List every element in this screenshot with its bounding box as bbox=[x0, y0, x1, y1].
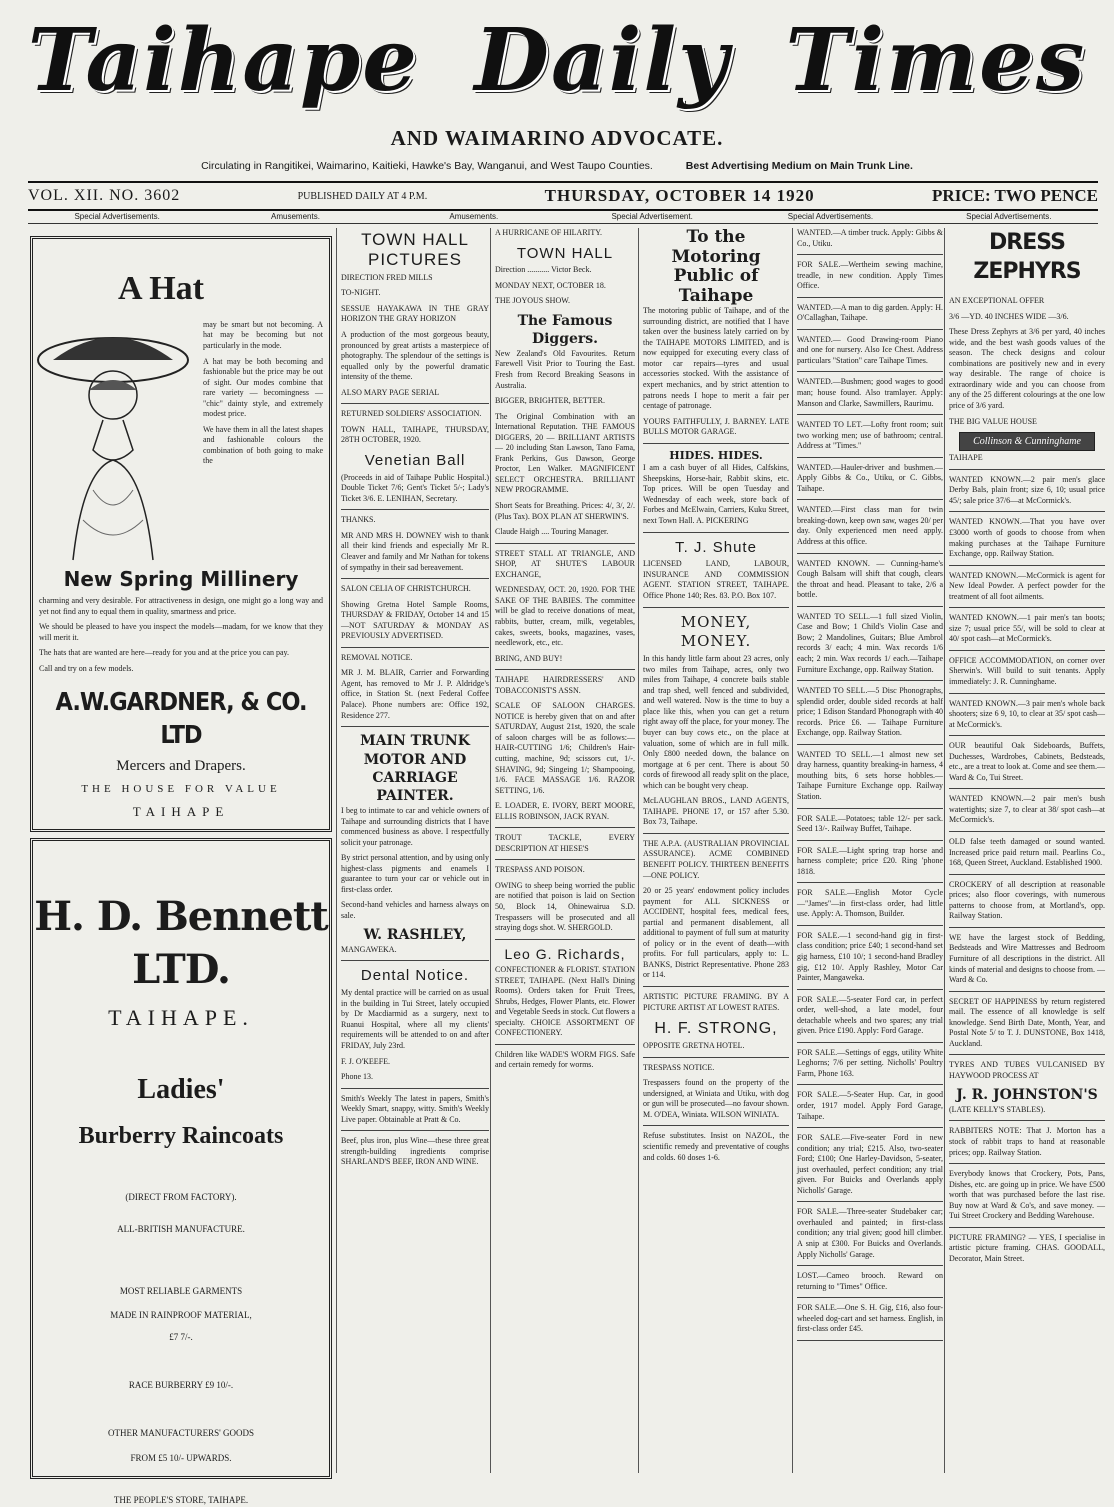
direction-line: DIRECTION FRED MILLS bbox=[341, 272, 433, 282]
bennett-town: TAIHAPE. bbox=[108, 1004, 254, 1030]
title-word: Daily bbox=[474, 10, 731, 111]
classified-ad: WANTED KNOWN.—1 pair men's tan boots; size 7; usual price 55/, will be sold to clear at 40/ spot cash—at McCormick's. bbox=[949, 613, 1105, 644]
classified-ad: FOR SALE.—English Motor Cycle—"James"—in first-class order, had little use. Apply: A. Thomson, Builder. bbox=[797, 888, 943, 919]
lady-illustration bbox=[33, 320, 193, 560]
motoring-heading: To the Motoring Public of Taihape bbox=[671, 227, 761, 306]
framing-heading: ARTISTIC PICTURE FRAMING. BY A PICTURE ARTIST AT LOWEST RATES. bbox=[643, 991, 789, 1012]
stall-heading: STREET STALL AT TRIANGLE, AND SHOP, AT SHUTE'S LABOUR EXCHANGE, bbox=[495, 548, 635, 579]
trout-heading: TROUT TACKLE, EVERY DESCRIPTION AT HIESE'S bbox=[495, 833, 635, 853]
mclaughlan-line: McLAUGHLAN BROS., LAND AGENTS, TAIHAPE. PHONE 17, or 157 after 5.30. Box 73, Taihape. bbox=[643, 796, 789, 827]
strong-name: H. F. STRONG, bbox=[654, 1020, 778, 1038]
motor-paragraph: By strict personal attention, and by using only highest-class pigments and enamels I guarantee to turn your car or vehicle out in first-class order. bbox=[341, 853, 489, 894]
classified-ad: WANTED TO SELL.—5 Disc Phonographs, splendid order, double sided records at half price; 1 Edison Standard Phonograph with 40 records. Price £6. — Taihape Furniture Exchange, opp. Railway Station. bbox=[797, 686, 943, 738]
issue-date: THURSDAY, OCTOBER 14 1920 bbox=[544, 186, 815, 205]
classified-ad: OUR beautiful Oak Sideboards, Buffets, Duchesses, Wardrobes, Cabinets, Bedsteads, etc., are a treat to look at. Come and see them.—Ward & Co, Tui Street. bbox=[949, 741, 1105, 782]
diggers-heading: The Famous Diggers. bbox=[517, 312, 613, 348]
price-line: £7 7/-. bbox=[169, 1331, 193, 1342]
hairdressers-paragraph: SCALE OF SALOON CHARGES. NOTICE is hereby given that on and after SATURDAY, August 21st, 1920, the scale of saloon charges will be as follows:— HAIR-CUTTING 1/6; Children's Hair-cutting, machine, 9d; scissors cut, 1/-. SHAVING, 9d; Singeing 1/; Shampooing, 1/6. FACE MASSAGE 1/6. RAZOR SETTING, 1/6. bbox=[495, 701, 635, 795]
trespass-notice-paragraph: Trespassers found on the property of the undersigned, at Winiata and Utiku, with dog or gun will be prosecuted—no favour shown. M. O'DEA, Winiata. WILSON WINIATA. bbox=[643, 1078, 789, 1119]
dress-paragraph: These Dress Zephyrs at 3/6 per yard, 40 inches wide, and the best wash goods values of the season. The check designs and colour combinations are positively new and in every way desirable. The range of choice is extraordinary wide and you can choose from any of the 25 different colourings at the one low price of 3/6 yard. bbox=[949, 327, 1105, 410]
masthead bbox=[0, 0, 1114, 205]
british-line: ALL-BRITISH MANUFACTURE. bbox=[117, 1224, 245, 1235]
rsa-line: TOWN HALL, TAIHAPE, THURSDAY, 28TH OCTOBER, 1920. bbox=[341, 424, 489, 445]
newspaper-title bbox=[0, 10, 1114, 111]
hat-intro: may be smart but not becoming. A hat may be becoming but not particularly in the mode. bbox=[203, 319, 323, 350]
dress-offer: AN EXCEPTIONAL OFFER bbox=[949, 296, 1045, 306]
title-word: Times bbox=[785, 10, 1087, 111]
section-heads bbox=[28, 212, 1098, 224]
apa-paragraph: 20 or 25 years' endowment policy includes payment for ALL SICKNESS or ACCIDENT, hospital fees, medical fees, partial and permanent disablement, all additional to payment of full sum at maturity of policy or in the event of death—with profits. For full particulars, apply to: L. BANKS, District Representative. Phone 283 or 114. bbox=[643, 886, 789, 980]
published: PUBLISHED DAILY AT 4 P.M. bbox=[297, 190, 428, 202]
collinson-town: TAIHAPE bbox=[949, 453, 983, 463]
hairdressers-heading: TAIHAPE HAIRDRESSERS' AND TOBACCONIST'S ASSN. bbox=[495, 675, 635, 695]
trespass-paragraph: OWING to sheep being worried the public are notified that poison is laid on Section 50, Block 14, Ohinewairua S.D. Trespassers will be prosecuted and all straying dogs shot. W. SHERGOLD. bbox=[495, 880, 635, 933]
section-head: Special Advertisements. bbox=[966, 212, 1052, 221]
classified-ad: WANTED.—Hauler-driver and bushmen.—Apply Gibbs & Co., Utiku, or C. Gibbs, Taihape. bbox=[797, 462, 943, 493]
collinson-logo: Collinson & Cunninghame bbox=[959, 432, 1095, 451]
kelly-line: (LATE KELLY'S STABLES). bbox=[949, 1104, 1046, 1114]
classified-ad: WANTED KNOWN. — Cunning-hame's Cough Balsam will shift that cough, clears the throat and head. Pleasant to take, 2/6 a bottle. bbox=[797, 558, 943, 600]
rsa-heading: RETURNED SOLDIERS' ASSOCIATION. bbox=[341, 409, 482, 419]
shute-heading: T. J. Shute bbox=[675, 538, 757, 556]
wades-advert: Children like WADE'S WORM FIGS. Safe and certain remedy for worms. bbox=[495, 1049, 635, 1070]
hat-paragraph: A hat may be both becoming and fashionable but the price may be out of sight. Our modes combine that rare variety — becomingness — "chic" dainty style, and extremely modest price. bbox=[203, 356, 323, 419]
dress-zephyrs-heading: DRESS ZEPHYRS bbox=[973, 230, 1081, 285]
classified-ad: WANTED.—Bushmen; good wages to good man; house found. Also tramlayer. Apply: Manson and Clarke, Sawmillers, Raurimu. bbox=[797, 377, 943, 408]
millinery-paragraph: Call and try on a few models. bbox=[39, 664, 134, 673]
rashley-name: W. RASHLEY, bbox=[363, 927, 467, 944]
circulation-line bbox=[0, 160, 1114, 172]
bennett-name: H. D. Bennett LTD. bbox=[34, 893, 328, 993]
dental-paragraph: My dental practice will be carried on as usual in the building in Tui Street, lately occupied by Dr Macdiarmid as a surgery, next to Ruanui Hospital, where all my clients' requirements will be attended to on and after FRIDAY, July 23rd. bbox=[341, 988, 489, 1050]
johnston-name: J. R. JOHNSTON'S bbox=[956, 1087, 1098, 1104]
joyous-line: THE JOYOUS SHOW. bbox=[495, 296, 571, 306]
gardner-tag: THE HOUSE FOR VALUE bbox=[81, 783, 281, 796]
townhall-pictures-heading: TOWN HALL PICTURES bbox=[361, 230, 469, 270]
townhall-heading: TOWN HALL bbox=[516, 244, 614, 262]
bennett-advert bbox=[30, 838, 332, 1506]
venetian-heading: Venetian Ball bbox=[364, 451, 466, 469]
column-3 bbox=[490, 228, 635, 1473]
strong-sub: OPPOSITE GRETNA HOTEL. bbox=[643, 1041, 745, 1051]
hurricane-line: A HURRICANE OF HILARITY. bbox=[495, 228, 602, 237]
classified-ad: LOST.—Cameo brooch. Reward on returning to "Times" Office. bbox=[797, 1271, 943, 1291]
race-line: RACE BURBERRY £9 10/-. bbox=[128, 1379, 234, 1390]
classified-ad: FOR SALE.—Light spring trap horse and harness complete; price £20. Ring 'phone 1818. bbox=[797, 845, 943, 876]
richards-paragraph: CONFECTIONER & FLORIST. STATION STREET, TAIHAPE. (Next Hall's Dining Rooms). Orders taken for Fruit Trees, Shrubs, Hedges, Flower Plants, etc. Flower and Vegetable Seeds in stock. Cut flowers a specialty. CHOICE ASSORTMENT OF CONFECTIONERY. bbox=[495, 965, 635, 1038]
rashley-town: MANGAWEKA. bbox=[341, 944, 397, 954]
feature-line: SESSUE HAYAKAWA IN THE GRAY HORIZON THE GRAY HORIZON bbox=[341, 303, 489, 324]
classified-ad: FOR SALE.—1 second-hand gig in first-class condition; price £40; 1 second-hand set gig harness, £10 10/; 1 second-hand Bradley gig, £12 10/. Apply Rashley, Motor Car Painter, Mangaweka. bbox=[797, 930, 943, 983]
classified-ad: WANTED.— Good Drawing-room Piano and one for nursery. Also Ice Chest. Address particulars "Station" care Taihape Times. bbox=[797, 334, 943, 365]
hides-heading: HIDES. HIDES. bbox=[669, 448, 763, 462]
motor-paragraph: I beg to intimate to car and vehicle owners of Taihape and surrounding districts that I have commenced business as above. I respectfully solicit your patronage. bbox=[341, 805, 489, 847]
classified-ad: WE have the largest stock of Bedding, Bedsteads and Wire Mattresses and Bedroom Furniture of all descriptions in the district. All kinds of material and designs to choose from. —Ward & Co. bbox=[949, 932, 1105, 985]
shute-paragraph: LICENSED LAND, LABOUR, INSURANCE AND COMMISSION AGENT. STATION STREET, TAIHAPE. Office Phone 140; Res. 83. P.O. Box 107. bbox=[643, 559, 789, 600]
classified-ad: OLD false teeth damaged or sound wanted. Increased price paid return mail. Pearlins Co., 168, Queen Street, Auckland. Established 1900. bbox=[949, 837, 1105, 868]
dateline bbox=[28, 181, 1098, 211]
removal-paragraph: MR J. M. BLAIR, Carrier and Forwarding Agent, has removed to Mr J. P. Aldridge's office, in Station St. (next Federal Coffee Palace). Phone numbers are: Office 192, Residence 277. bbox=[341, 668, 489, 720]
motor-paragraph: Second-hand vehicles and harness always on sale. bbox=[341, 900, 489, 920]
thanks-paragraph: MR AND MRS H. DOWNEY wish to thank all their kind friends and especially Mr R. Cleaver and family and Mr Nathan for tokens of sympathy in their sad bereavement. bbox=[341, 530, 489, 572]
best-medium-text: Best Advertising Medium on Main Trunk Line. bbox=[685, 160, 913, 172]
classified-ad: WANTED KNOWN.—That you have over £3000 worth of goods to choose from when making purchases at the Taihape Furniture Exchange, opp. Railway Station. bbox=[949, 517, 1105, 559]
dress-price: 3/6 —YD. 40 INCHES WIDE —3/6. bbox=[949, 311, 1069, 321]
trespass-heading: TRESPASS AND POISON. bbox=[495, 865, 585, 875]
classified-ad: FOR SALE.—Potatoes; table 12/- per sack. Seed 13/-. Railway Buffet, Taihape. bbox=[797, 813, 943, 834]
classified-ad: WANTED KNOWN.—2 pair men's glace Derby Bals, plain front; size 6, 10; usual price 45/; sale price 37/6—at McCormick's. bbox=[949, 474, 1105, 505]
motor-painter-heading: MAIN TRUNK MOTOR AND CARRIAGE PAINTER. bbox=[360, 733, 470, 805]
reliable-line: MOST RELIABLE GARMENTS bbox=[119, 1286, 243, 1296]
classified-ad: WANTED KNOWN.—McCormick is agent for New Ideal Powder. A perfect powder for the treatment of all foot ailments. bbox=[949, 570, 1105, 601]
classified-ad: OFFICE ACCOMMODATION, on corner over Sherwin's. Will build to suit tenants. Apply immediately: J. R. Cunninghame. bbox=[949, 655, 1105, 687]
direct-line: (DIRECT FROM FACTORY). bbox=[125, 1192, 237, 1203]
tonight-line: TO-NIGHT. bbox=[341, 288, 381, 298]
millinery-paragraph: We should be pleased to have you inspect the models—madam, for we know that they will merit it. bbox=[39, 622, 323, 642]
framing-advert: PICTURE FRAMING? — YES, I specialise in artistic picture framing. CHAS. GOODALL, Decorator, Main Street. bbox=[949, 1232, 1105, 1263]
hat-title: A Hat bbox=[118, 270, 204, 307]
hides-paragraph: I am a cash buyer of all Hides, Calfskins, Sheepskins, Horse-hair, Rabbit skins, etc. Top prices. Will be open Tuesday and Wednesday of each week, store back of Forbes and McElwain, Carriers, Kuku Street, next Town Hall. A. PICKERING bbox=[643, 463, 789, 525]
tyres-line: TYRES AND TUBES VULCANISED BY HAYWOOD PROCESS AT bbox=[949, 1060, 1105, 1080]
classified-ad: FOR SALE.—5-seater Ford car, in perfect order, well-shod, a late model, four detachable wheels and two spares; any trial given. Price £190. Apply: Ford Garage. bbox=[797, 994, 943, 1036]
dental-phone: Phone 13. bbox=[341, 1072, 373, 1082]
value-house: THE BIG VALUE HOUSE bbox=[949, 416, 1037, 426]
rabbiters-advert: RABBITERS NOTE: That J. Morton has a stock of rabbit traps to hand at reasonable prices; opp. Railway Station. bbox=[949, 1126, 1105, 1157]
bigger-line: BIGGER, BRIGHTER, BETTER. bbox=[495, 396, 605, 406]
gardner-town: TAIHAPE bbox=[132, 803, 230, 819]
material-line: MADE IN RAINPROOF MATERIAL, bbox=[110, 1309, 252, 1320]
classified-ad: CROCKERY of all description at reasonable prices; also floor coverings, with numerous patterns to choose from, at Mortland's, opp. Railway Station. bbox=[949, 879, 1105, 921]
burberry-heading: Burberry Raincoats bbox=[78, 1122, 284, 1149]
section-head: Special Advertisements. bbox=[74, 212, 160, 221]
column-4 bbox=[638, 228, 789, 1473]
classified-ad: WANTED.—First class man for twin breaking-down, keep own saw, wages 20/ per day. Only experienced men need apply. Address at this office. bbox=[797, 505, 943, 547]
removal-heading: REMOVAL NOTICE. bbox=[341, 652, 413, 662]
hairdressers-names: E. LOADER, E. IVORY, BERT MOORE, ELLIS ROBINSON, JACK RYAN. bbox=[495, 801, 635, 821]
millinery-paragraph: charming and very desirable. For attractiveness in design, one might go a long way and yet not find any to equal them in quality, smartness and price. bbox=[39, 596, 323, 616]
manager-line: Claude Haigh .... Touring Manager. bbox=[495, 527, 609, 537]
feature-description: A production of the most gorgeous beauty, pronounced by great artists a masterpiece of photography. The splendour of the settings is equalled only by the powerful dramatic intensity of the theme. bbox=[341, 329, 489, 382]
trespass-notice-heading: TRESPASS NOTICE. bbox=[643, 1062, 715, 1072]
circulating-text: Circulating in Rangitikei, Waimarino, Kaitieki, Hawke's Bay, Wanganui, and West Taupo Counties. bbox=[201, 160, 653, 172]
title-word: Taihape bbox=[27, 10, 419, 111]
motoring-signature: YOURS FAITHFULLY, J. BARNEY. LATE BULLS MOTOR GARAGE. bbox=[643, 416, 789, 437]
apa-heading: THE A.P.A. (AUSTRALIAN PROVINCIAL ASSURANCE). ACME COMBINED BENEFIT POLICY. THIRTEEN BENEFITS—ONE POLICY. bbox=[643, 838, 789, 880]
classified-ad: WANTED TO SELL.—1 almost new set dray harness, quantity breaking-in harness, 4 mouthing bits, 6 sets horse hobbles.—Taihape Furniture Exchange opp. Railway Station. bbox=[797, 749, 943, 801]
classified-ad: FOR SALE.—Three-seater Studebaker car; overhauled and painted; in first-class condition; any trial given; good hill climber. A snip at £300. For Buicks and Overlands. Apply Nicholls' Garage. bbox=[797, 1207, 943, 1259]
classified-ad: FOR SALE.—5-Seater Hup. Car, in good order, 1917 model. Apply Ford Garage, Taihape. bbox=[797, 1090, 943, 1121]
section-head: Special Advertisement. bbox=[611, 212, 693, 221]
millinery-paragraph: The hats that are wanted are here—ready for you and at the price you can pay. bbox=[39, 648, 290, 658]
classified-ad: FOR SALE.—One S. H. Gig, £16, also four-wheeled dog-cart and set harness. English, in first-class order £45. bbox=[797, 1303, 943, 1334]
section-head: Amusements. bbox=[449, 212, 499, 221]
classified-ad: WANTED.—A timber truck. Apply: Gibbs & Co., Utiku. bbox=[797, 228, 943, 248]
motoring-paragraph: The motoring public of Taihape, and of the surrounding district, are notified that I have taken over the business lately carried on by the TAIHAPE MOTORS LIMITED, and is now equipped for executing every class of motor car repairs—tyres and usual accessories stocked. With the assistance of expert mechanics, and by strict attention to patrons needs I hope to merit a fair per centage of patronage. bbox=[643, 306, 789, 411]
dentist-name: F. J. O'KEEFE. bbox=[341, 1056, 391, 1066]
classified-ad: WANTED TO LET.—Lofty front room; suit two working men; use of bathroom; central. Address at "Times." bbox=[797, 420, 943, 451]
nazol-advert: Refuse substitutes. Insist on NAZOL, the scientific remedy and preventative of coughs and colds. 60 doses 1-6. bbox=[643, 1131, 789, 1162]
dental-heading: Dental Notice. bbox=[360, 967, 470, 985]
gardner-sub: Mercers and Drapers. bbox=[116, 757, 246, 774]
column-2 bbox=[336, 228, 489, 1473]
richards-heading: Leo G. Richards, bbox=[504, 945, 626, 962]
classified-ad: FOR SALE.—Wertheim sewing machine, treadle, in new condition. Apply Times Office. bbox=[797, 260, 943, 291]
hat-paragraph: We have them in all the latest shapes and fashionable colours the combination of both going to make the bbox=[203, 424, 323, 466]
stall-paragraph: WEDNESDAY, OCT. 20, 1920. FOR THE SAKE OF THE BABIES. The committee will be glad to receive donations of meat, rabbits, butter, cream, milk, vegetables, cakes, sweets, books, magazines, vases, needlework, etc., etc. bbox=[495, 585, 635, 648]
classified-ad: WANTED KNOWN.—2 pair men's bush watertights; size 7, to clear at 38/ spot cash—at McCormick's. bbox=[949, 794, 1105, 825]
classified-ad: WANTED KNOWN.—3 pair men's whole back shooters; size 6 9, 10, to clear at 35/ spot cash—at McCormick's. bbox=[949, 698, 1105, 729]
ball-paragraph: (Proceeds in aid of Taihape Public Hospital.) Double Ticket 7/6; Gent's Ticket 5/-; Lady's Ticket 3/6. E. LENIHAN, Secretary. bbox=[341, 472, 489, 503]
classified-ad: FOR SALE.—Five-seater Ford in new condition; any trial; £215. Also, two-seater Ford; £100; One Harley-Davidson, 5-seater, just overhauled, perfect condition; any trial given. For Buicks and Overlands apply Nicholls' Garage. bbox=[797, 1133, 943, 1195]
column-5 bbox=[792, 228, 943, 1473]
prices-line: Short Seats for Breathing. Prices: 4/, 3/, 2/. (Plus Tax). BOX PLAN AT SHERWIN'S. bbox=[495, 501, 635, 521]
bring-line: BRING, AND BUY! bbox=[495, 653, 563, 663]
gardner-name: A.W.GARDNER, & CO. LTD bbox=[55, 686, 307, 749]
column-1 bbox=[30, 228, 330, 1506]
diggers-paragraph: The Original Combination with an International Reputation. THE FAMOUS DIGGERS, 20 — BRILLIANT ARTISTS — 20 including Stan Lawson, Tano Fama, Frank Perkins, Gus Dawson, George Proctor, Len Walker. MAGNIFICENT SELECT ORCHESTRA. BRILLIANT NEW PROGRAMME. bbox=[495, 411, 635, 495]
millinery-heading: New Spring Millinery bbox=[63, 566, 299, 591]
also-line: ALSO MARY PAGE SERIAL bbox=[341, 387, 440, 397]
smiths-weekly-advert: Smith's Weekly The latest in papers, Smith's Weekly Smart, snappy, witty. Smith's Weekly Live paper. Obtainable at Pratt & Co. bbox=[341, 1093, 489, 1124]
monday-line: MONDAY NEXT, OCTOBER 18. bbox=[495, 280, 606, 290]
subtitle: AND WAIMARINO ADVOCATE. bbox=[390, 126, 724, 150]
diggers-paragraph: New Zealand's Old Favourites. Return Farewell Visit Prior to Touring the East. Fresh from Record Breaking Seasons in Australia. bbox=[495, 348, 635, 390]
salon-paragraph: Showing Gretna Hotel Sample Rooms, THURSDAY & FRIDAY, October 14 and 15—NOT SATURDAY & MONDAY AS PREVIOUSLY ADVERTISED. bbox=[341, 599, 489, 641]
classified-ad: WANTED.—A man to dig garden. Apply: H. O'Callaghan, Taihape. bbox=[797, 302, 943, 323]
volume: VOL. XII. NO. 3602 bbox=[28, 187, 181, 204]
direction-line: Direction ........... Victor Beck. bbox=[495, 265, 592, 275]
price: PRICE: TWO PENCE bbox=[932, 186, 1098, 205]
money-paragraph: In this handy little farm about 23 acres, only two miles from Taihape, acres, only two miles from Taihape, 4 concrete bails stable and trap shed, well fenced and subdivided, and well watered. Now is the time to buy a place like this, when you can get a return right away off the place, for your money. The buyer can buy cows etc., on the place at valuation, some of which are in full milk. Only £800 needed down, the balance on mortgage at 6 per cent. There is about 50 cords of firewood all ready split on the place, which can be bought very cheap. bbox=[643, 654, 789, 790]
beef-iron-wine-advert: Beef, plus iron, plus Wine—these three great strength-building ingredients comprise SHARLAND'S BEEF, IRON AND WINE. bbox=[341, 1136, 489, 1167]
from-line: FROM £5 10/- UPWARDS. bbox=[130, 1453, 232, 1464]
other-line: OTHER MANUFACTURERS' GOODS bbox=[108, 1427, 254, 1438]
classified-ad: SECRET OF HAPPINESS by return registered mail. The essence of all knowledge is self knowledge. Send Birth Date, Month, Year, and Postal Note 5/ to T. J. DUNSTONE, Box 1418, Auckland. bbox=[949, 996, 1105, 1048]
column-6 bbox=[944, 228, 1105, 1473]
ladies-heading: Ladies' bbox=[137, 1073, 225, 1105]
classified-ad: WANTED TO SELL.—1 full sized Violin, Case and Bow; 1 Child's Violin Case and Bow; 2 Mandolines, Guitars; Blue Ambrol records 3/ each; 4 min. Wax records 1/6 each; 2 min. Wax records 1/ each.—Taihape Furniture Exchange, opp. Railway Station. bbox=[797, 611, 943, 674]
section-head: Amusements. bbox=[271, 212, 320, 221]
crockery-advert: Everybody knows that Crockery, Pots, Pans, Dishes, etc. are going up in price. We have £500 worth that was purchased before the last rise. Buy now at Ward & Co's, and save money. —Tui Street Crockery and Bedding Warehouse. bbox=[949, 1169, 1105, 1221]
store-line: THE PEOPLE'S STORE, TAIHAPE. bbox=[113, 1495, 249, 1506]
col6-ads bbox=[949, 475, 1105, 1056]
thanks-heading: THANKS. bbox=[341, 515, 376, 525]
section-head: Special Advertisements. bbox=[787, 212, 874, 221]
salon-heading: SALON CELIA OF CHRISTCHURCH. bbox=[341, 584, 471, 594]
gardner-hat-advert bbox=[30, 236, 332, 832]
classified-ad: FOR SALE.—Settings of eggs, utility White Leghorns; 7/6 per setting. Nicholls' Poultry Farm, Phone 163. bbox=[797, 1047, 943, 1078]
money-heading: MONEY, MONEY. bbox=[680, 612, 752, 651]
